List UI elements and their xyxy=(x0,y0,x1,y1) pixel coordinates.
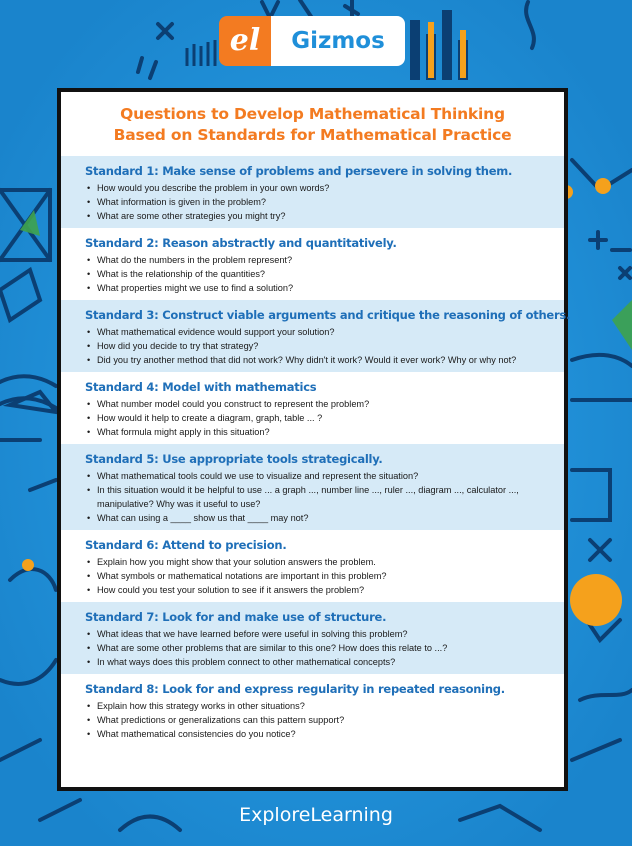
question-list xyxy=(85,555,558,597)
question-item: • In this situation would it be helpful to use ... a graph ..., number line ..., ruler ..., diagram ..., calculator ..., manipulative? Why was it useful to use? xyxy=(85,483,558,511)
standard-title: Standard 8: Look for and express regularity in repeated reasoning. xyxy=(85,682,505,696)
standard-title: Standard 2: Reason abstractly and quantitatively. xyxy=(85,236,397,250)
page-title xyxy=(61,104,564,146)
question-item: • How did you decide to try that strategy? xyxy=(85,339,558,353)
question-item: • What ideas that we have learned before were useful in solving this problem? xyxy=(85,627,558,641)
question-item: • What do the numbers in the problem represent? xyxy=(85,253,558,267)
el-badge: el xyxy=(219,16,271,66)
question-list xyxy=(85,699,558,741)
question-item: • What mathematical evidence would support your solution? xyxy=(85,325,558,339)
question-list xyxy=(85,325,558,367)
question-item: • How would you describe the problem in your own words? xyxy=(85,181,558,195)
standard-6 xyxy=(61,530,564,602)
standard-8 xyxy=(61,674,564,746)
question-item: • What number model could you construct to represent the problem? xyxy=(85,397,558,411)
question-item: • What symbols or mathematical notations are important in this problem? xyxy=(85,569,558,583)
question-item: • How could you test your solution to see if it answers the problem? xyxy=(85,583,558,597)
standard-2 xyxy=(61,228,564,300)
question-item: • What is the relationship of the quantities? xyxy=(85,267,558,281)
bar-chart-icon xyxy=(185,38,219,66)
standard-5 xyxy=(61,444,564,530)
question-item: • What information is given in the problem? xyxy=(85,195,558,209)
question-item: • Explain how this strategy works in other situations? xyxy=(85,699,558,713)
question-list xyxy=(85,469,558,525)
standard-7 xyxy=(61,602,564,674)
standard-4 xyxy=(61,372,564,444)
standard-title: Standard 3: Construct viable arguments and critique the reasoning of others. xyxy=(85,308,571,322)
question-list xyxy=(85,397,558,439)
question-item: • Did you try another method that did not work? Why didn't it work? Would it ever work? Why or why not? xyxy=(85,353,558,367)
question-item: • What are some other strategies you might try? xyxy=(85,209,558,223)
title-line-1: Questions to Develop Mathematical Thinking xyxy=(120,105,505,123)
question-item: • What are some other problems that are similar to this one? How does this relate to ...? xyxy=(85,641,558,655)
standard-title: Standard 7: Look for and make use of structure. xyxy=(85,610,387,624)
title-line-2: Based on Standards for Mathematical Practice xyxy=(113,126,512,144)
standard-3 xyxy=(61,300,571,372)
question-item: • How would it help to create a diagram, graph, table ... ? xyxy=(85,411,558,425)
standard-title: Standard 6: Attend to precision. xyxy=(85,538,287,552)
question-list xyxy=(85,253,558,295)
question-item: • In what ways does this problem connect to other mathematical concepts? xyxy=(85,655,558,669)
explorelearning-logo: ExploreLearning xyxy=(239,804,393,826)
question-item: • What mathematical consistencies do you notice? xyxy=(85,727,558,741)
question-item: • What properties might we use to find a solution? xyxy=(85,281,558,295)
standard-1 xyxy=(61,156,564,228)
standard-title: Standard 5: Use appropriate tools strategically. xyxy=(85,452,383,466)
standards-list xyxy=(61,156,571,746)
question-list xyxy=(85,181,558,223)
questions-card xyxy=(57,88,571,791)
standard-title: Standard 1: Make sense of problems and persevere in solving them. xyxy=(85,164,513,178)
standard-title: Standard 4: Model with mathematics xyxy=(85,380,317,394)
question-item: • What formula might apply in this situation? xyxy=(85,425,558,439)
question-item: • Explain how you might show that your solution answers the problem. xyxy=(85,555,558,569)
question-item: • What mathematical tools could we use to visualize and represent the situation? xyxy=(85,469,558,483)
question-item: • What predictions or generalizations can this pattern support? xyxy=(85,713,558,727)
brand-name: Gizmos xyxy=(271,16,405,66)
question-list xyxy=(85,627,558,669)
question-item: • What can using a ____ show us that ____ may not? xyxy=(85,511,558,525)
